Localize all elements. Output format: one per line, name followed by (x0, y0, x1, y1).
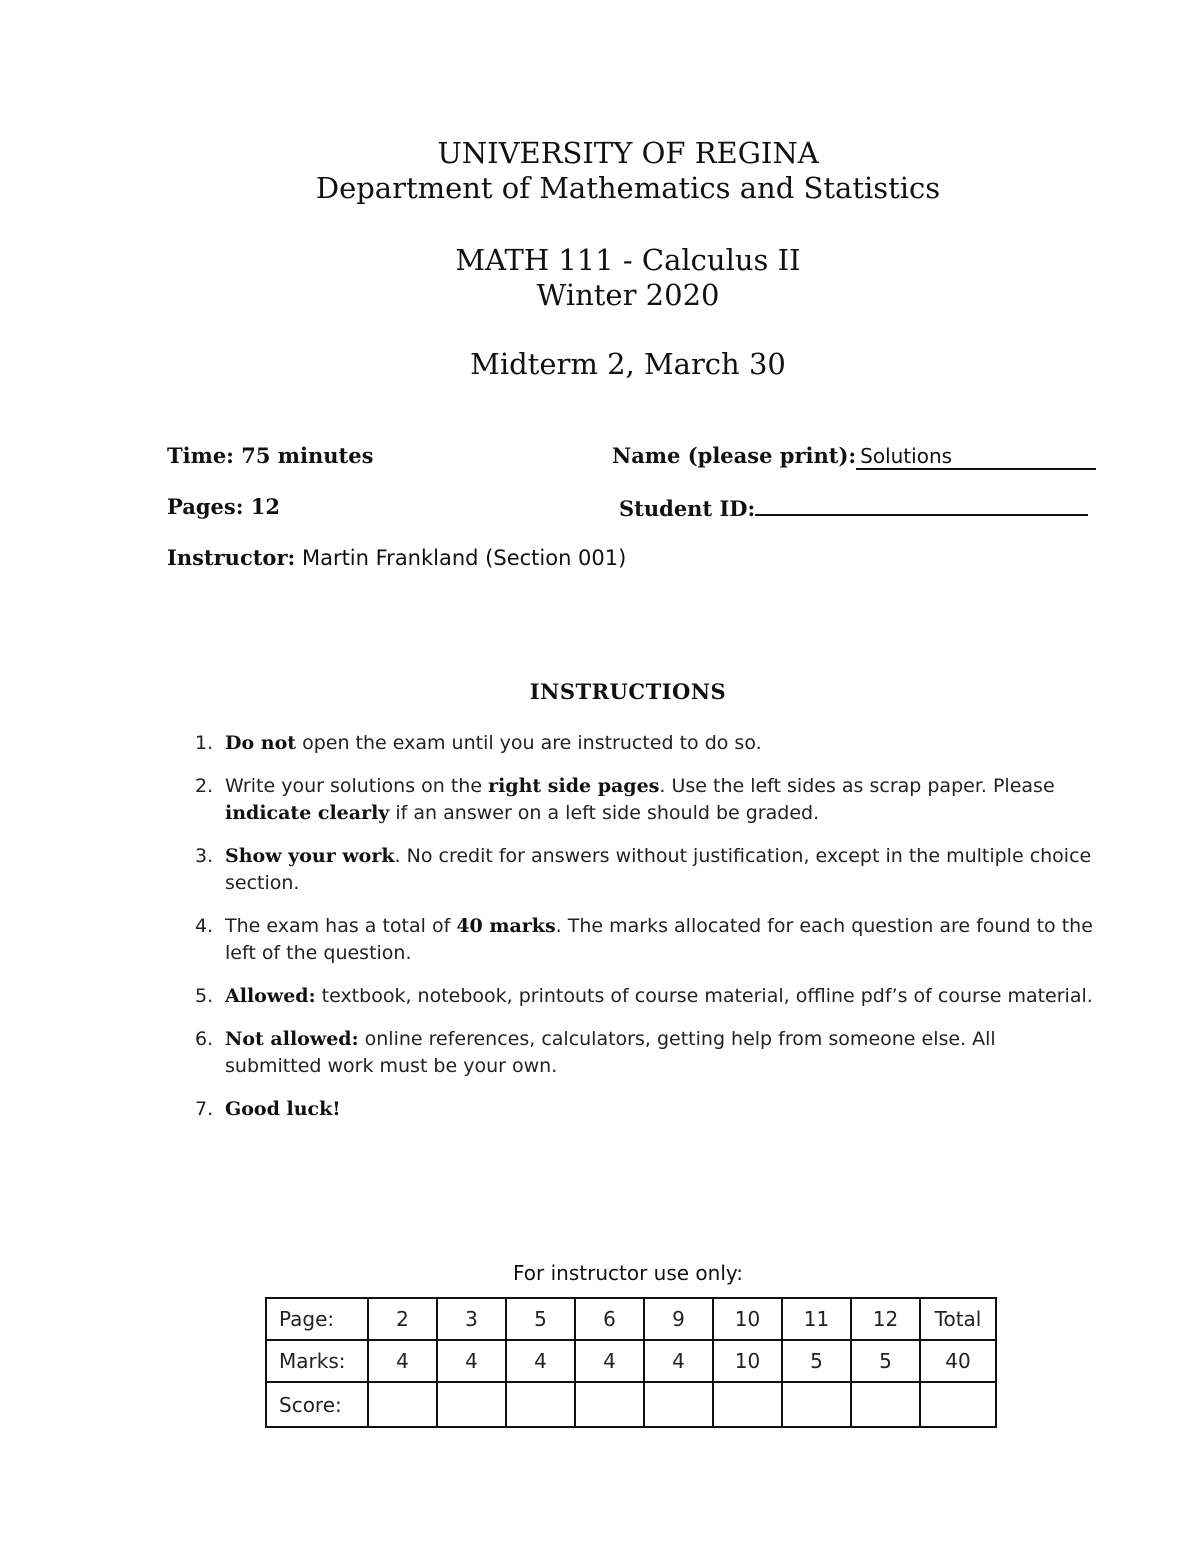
instruction-item (183, 843, 1093, 897)
table-cell: 10 (713, 1340, 782, 1382)
table-cell: 3 (437, 1298, 506, 1340)
table-cell: 4 (644, 1340, 713, 1382)
instruction-text: open the exam until you are instructed to do so. (296, 732, 762, 754)
instruction-emphasis: indicate clearly (225, 802, 390, 824)
grading-table (265, 1297, 997, 1428)
name-field[interactable] (612, 443, 1096, 470)
time-label: Time: 75 minutes (167, 443, 374, 468)
row-label: Page: (266, 1298, 368, 1340)
exam-title: Midterm 2, March 30 (470, 347, 786, 381)
course-title: MATH 111 - Calculus II (455, 243, 801, 277)
student-id-line[interactable] (755, 494, 1088, 516)
score-cell[interactable] (575, 1382, 644, 1427)
term: Winter 2020 (536, 278, 720, 312)
instruction-number: 1. (195, 732, 214, 754)
score-cell[interactable] (851, 1382, 920, 1427)
table-cell: 10 (713, 1298, 782, 1340)
name-line[interactable] (856, 444, 1096, 470)
instruction-item (183, 913, 1093, 967)
score-cell[interactable] (782, 1382, 851, 1427)
name-value: Solutions (860, 444, 953, 468)
name-label: Name (please print): (612, 443, 857, 468)
instruction-item (183, 730, 1093, 757)
instruction-emphasis: Not allowed: (225, 1028, 359, 1050)
instructions-list (183, 730, 1093, 1139)
table-cell: 9 (644, 1298, 713, 1340)
instruction-item (183, 773, 1093, 827)
score-cell[interactable] (368, 1382, 437, 1427)
instructions-title: INSTRUCTIONS (529, 679, 727, 704)
instruction-text: . No credit for answers without justification, except in the multiple choice section. (225, 845, 1092, 894)
table-cell: 6 (575, 1298, 644, 1340)
instructor-label: Instructor: (167, 545, 296, 570)
university-name: UNIVERSITY OF REGINA (437, 136, 819, 170)
table-cell: 11 (782, 1298, 851, 1340)
instruction-text: The exam has a total of (225, 915, 457, 937)
instruction-text: . The marks allocated for each question are found to the left of the question. (225, 915, 1093, 964)
instruction-emphasis: Good luck! (225, 1098, 341, 1120)
instruction-emphasis: right side pages (488, 775, 660, 797)
instruction-emphasis: Allowed: (225, 985, 316, 1007)
department-name: Department of Mathematics and Statistics (315, 171, 941, 205)
table-cell: 4 (368, 1340, 437, 1382)
grading-caption: For instructor use only: (513, 1261, 743, 1285)
student-id-label: Student ID: (619, 496, 756, 521)
instruction-text: if an answer on a left side should be graded. (389, 802, 820, 824)
score-cell[interactable] (506, 1382, 575, 1427)
table-cell: 4 (506, 1340, 575, 1382)
table-cell: 5 (506, 1298, 575, 1340)
score-row (266, 1382, 996, 1427)
score-cell[interactable] (713, 1382, 782, 1427)
instruction-number: 7. (195, 1098, 214, 1120)
table-cell: 5 (851, 1340, 920, 1382)
instruction-number: 3. (195, 845, 214, 867)
instruction-emphasis: Do not (225, 732, 297, 754)
instructor-line (167, 545, 626, 570)
score-cell[interactable] (437, 1382, 506, 1427)
instruction-text: textbook, notebook, printouts of course material, offline pdf’s of course material. (315, 985, 1093, 1007)
instruction-number: 6. (195, 1028, 214, 1050)
table-cell: 4 (437, 1340, 506, 1382)
instruction-text: . Use the left sides as scrap paper. Please (659, 775, 1055, 797)
instruction-emphasis: Show your work (225, 845, 395, 867)
instruction-number: 4. (195, 915, 214, 937)
instructor-value: Martin Frankland (Section 001) (301, 546, 627, 570)
score-cell[interactable] (920, 1382, 996, 1427)
instruction-number: 5. (195, 985, 214, 1007)
instruction-emphasis: 40 marks (456, 915, 556, 937)
instruction-text: online references, calculators, getting help from someone else. All submitted work must be your own. (225, 1028, 996, 1077)
score-cell[interactable] (644, 1382, 713, 1427)
marks-row (266, 1340, 996, 1382)
instruction-text: Write your solutions on the (225, 775, 489, 797)
table-cell: 12 (851, 1298, 920, 1340)
instruction-item (183, 1096, 1093, 1123)
table-cell: 2 (368, 1298, 437, 1340)
instruction-item (183, 983, 1093, 1010)
row-label: Score: (266, 1382, 368, 1427)
table-cell: 5 (782, 1340, 851, 1382)
table-cell: 40 (920, 1340, 996, 1382)
row-label: Marks: (266, 1340, 368, 1382)
table-cell: Total (920, 1298, 996, 1340)
pages-label: Pages: 12 (167, 494, 280, 519)
student-id-field[interactable] (619, 494, 1088, 521)
page-row (266, 1298, 996, 1340)
instruction-item (183, 1026, 1093, 1080)
instruction-number: 2. (195, 775, 214, 797)
table-cell: 4 (575, 1340, 644, 1382)
